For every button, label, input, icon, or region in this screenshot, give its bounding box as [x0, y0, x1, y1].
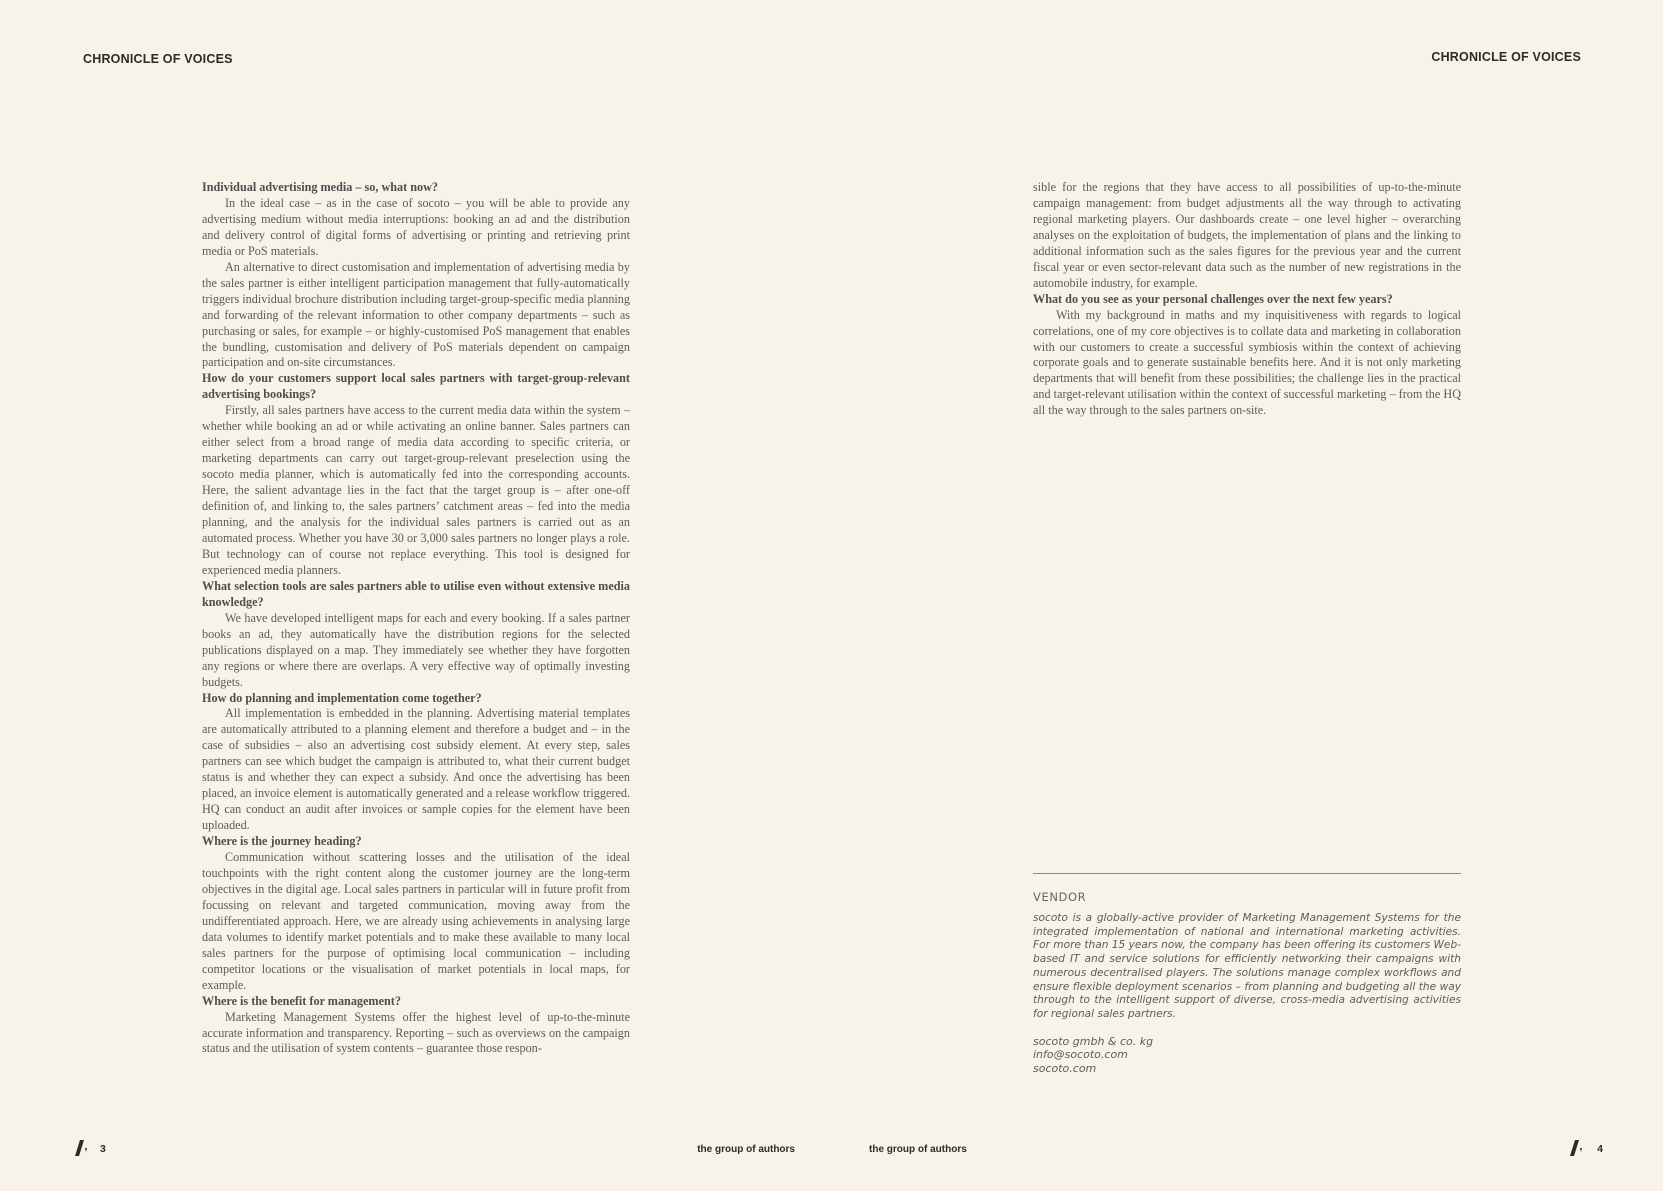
- right-page: [832, 0, 1663, 1191]
- section-heading: What selection tools are sales partners able to utilise even without extensive media knowledge?: [202, 578, 630, 609]
- footer-author: the group of authors: [697, 1144, 795, 1155]
- body-paragraph: sible for the regions that they have access to all possibilities of up-to-the-minute campaign management: from budget adjustments all the way through to activating regional marketing players. Our dashboards create – one level higher – overarching analyses on the exploitation of budgets, the implementation of plans and the linking to additional information such as the sales figures for the previous year and the current fiscal year or even sector-relevant data such as the number of new registrations in the automobile industry, for example.: [1033, 180, 1461, 290]
- vendor-contact: [1033, 1035, 1461, 1076]
- section-heading: Individual advertising media – so, what now?: [202, 180, 439, 194]
- running-head: CHRONICLE OF VOICES: [83, 52, 233, 66]
- vendor-website[interactable]: socoto.com: [1033, 1062, 1097, 1076]
- body-paragraph: In the ideal case – as in the case of socoto – you will be able to provide any advertising medium without media interruptions: booking an ad and the distribution and delivery control of digital forms of advertising or printing and retrieving print media or PoS materials.: [202, 195, 630, 258]
- footer-author: the group of authors: [869, 1144, 967, 1155]
- article-column: [1033, 180, 1461, 419]
- section-heading: What do you see as your personal challenges over the next few years?: [1033, 291, 1393, 306]
- vendor-company: socoto gmbh & co. kg: [1033, 1034, 1154, 1048]
- body-paragraph: We have developed intelligent maps for each and every booking. If a sales partner books an ad, they automatically have the distribution regions for the selected publications displayed on a map. They immediately see whether they have forgotten any regions or where there are overlaps. A very effective way of optimally investing budgets.: [202, 610, 630, 689]
- article-column: [202, 180, 630, 1057]
- page-number: 3: [100, 1143, 106, 1155]
- vendor-email[interactable]: info@socoto.com: [1033, 1048, 1128, 1062]
- running-head: CHRONICLE OF VOICES: [1431, 50, 1581, 64]
- vendor-label: VENDOR: [1033, 890, 1087, 904]
- publisher-logo-icon: [75, 1140, 91, 1156]
- publisher-logo-icon: [1570, 1140, 1586, 1156]
- section-heading: Where is the journey heading?: [202, 834, 362, 849]
- vendor-box: [1033, 873, 1461, 1076]
- body-paragraph: An alternative to direct customisation and implementation of advertising media by the sales partner is either intelligent participation management that fully-automatically triggers individual brochure distribution including target-group-specific media planning and forwarding of the relevant information to other company departments – such as purchasing or sales, for example – or highly-customised PoS management that enables the bundling, customisation and delivery of PoS materials dependent on campaign participation and on-site circumstances.: [202, 259, 630, 370]
- page-number: 4: [1597, 1143, 1603, 1155]
- body-paragraph: All implementation is embedded in the planning. Advertising material templates are automatically attributed to a planning element and therefore a budget and – in the case of subsidies – also an advertising cost subsidy element. At every step, sales partners can see which budget the campaign is attributed to, what their current budget status is and whether they can expect a subsidy. And once the advertising has been placed, an invoice element is automatically generated and a release workflow triggered. HQ can conduct an audit after invoices or sample copies for the element have been uploaded.: [202, 706, 630, 833]
- vendor-description: socoto is a globally-active provider of Marketing Management Systems for the integrated implementation of national and international marketing activities. For more than 15 years now, the company has been offering its customers Web-based IT and service solutions for efficiently networking their campaigns with numerous decentralised players. The solutions manage complex workflows and ensure flexible deployment scenarios – from planning and budgeting all the way through to the intelligent support of diverse, cross-media advertising activities for regional sales partners.: [1033, 912, 1461, 1020]
- section-heading: Where is the benefit for management?: [202, 993, 401, 1008]
- body-paragraph: Communication without scattering losses and the utilisation of the ideal touchpoints with the right content along the customer journey are the long-term objectives in the digital age. Local sales partners in particular will in future profit from focussing on relevant and targeted communication, moving away from the undifferentiated approach. Here, we are already using achievements in analysing large data volumes to identify market potentials and to make these available to many local sales partners for the purpose of optimising local communication – including competitor locations or the visualisation of market potentials in local maps, for example.: [202, 850, 630, 992]
- body-paragraph: Firstly, all sales partners have access to the current media data within the system – whether while booking an ad or while activating an online banner. Sales partners can either select from a broad range of media data according to specific criteria, or marketing departments can carry out target-group-relevant preselection using the socoto media planner, which is automatically fed into the corresponding accounts. Here, the salient advantage lies in the fact that the target group is – after one-off definition of, and linking to, the sales partners’ catchment areas – fed into the media planning, and the analysis for the individual sales partners is carried out as an automated process. Whether you have 30 or 3,000 sales partners no longer plays a role. But technology can of course not replace everything. This tool is designed for experienced media planners.: [202, 403, 630, 577]
- body-paragraph: With my background in maths and my inquisitiveness with regards to logical correlations, one of my core objectives is to collate data and marketing in collaboration with our customers to create a successful symbiosis within the context of achieving corporate goals and to generate sustainable benefits here. And it is not only marketing departments that will benefit from these possibilities; the challenge lies in the practical and target-relevant utilisation within the context of successful marketing – from the HQ all the way through to the sales partners on-site.: [1033, 307, 1461, 418]
- section-heading: How do your customers support local sales partners with target-group-relevant advertising bookings?: [202, 371, 630, 402]
- body-paragraph: Marketing Management Systems offer the highest level of up-to-the-minute accurate information and transparency. Reporting – such as overviews on the campaign status and the utilisation of system contents – guarantee those respon-: [202, 1009, 630, 1056]
- left-page: [0, 0, 831, 1191]
- section-heading: How do planning and implementation come together?: [202, 690, 482, 705]
